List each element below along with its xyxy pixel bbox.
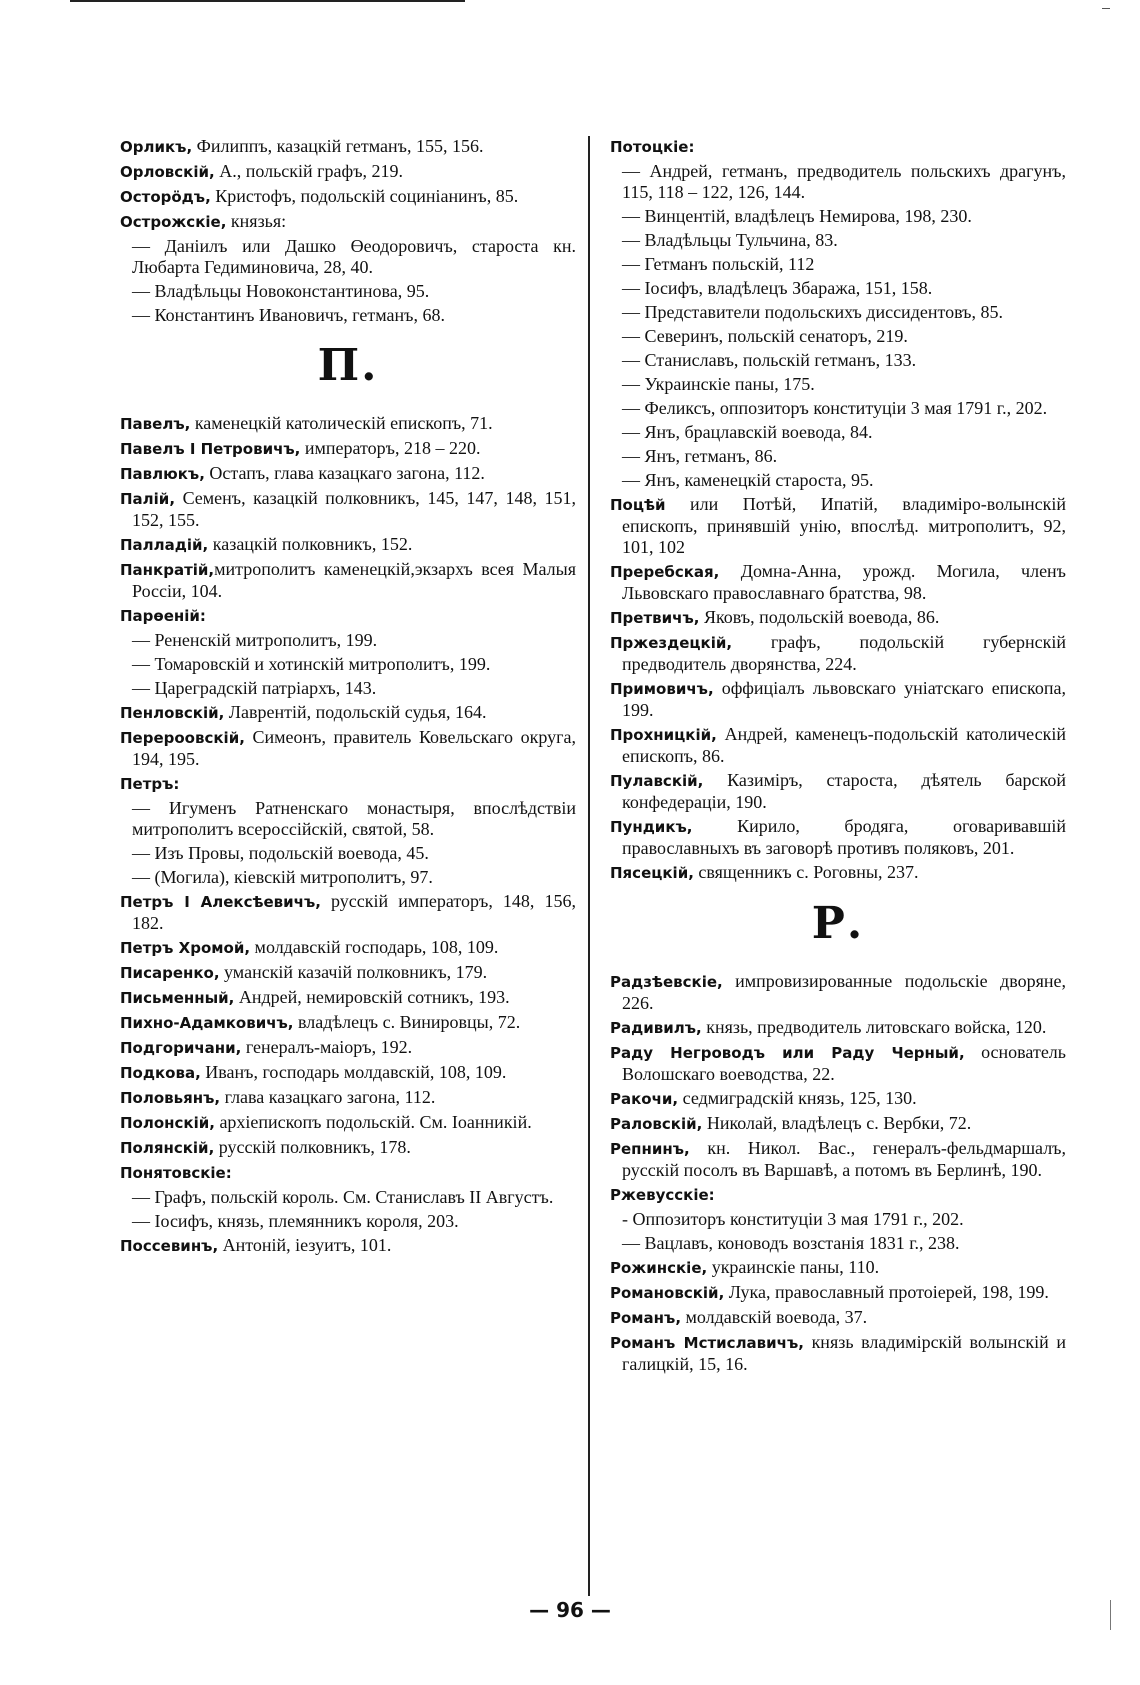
index-entry — [610, 862, 1066, 884]
entry-headword: Понятовскіе: — [120, 1164, 232, 1182]
entry-headword: Прохницкій, — [610, 726, 717, 744]
entry-headword: Поссевинъ, — [120, 1237, 219, 1255]
index-entry — [610, 971, 1066, 1014]
entry-text: Симеонъ, правитель Ковельскаго округа, 194, 195. — [132, 727, 576, 769]
entry-text: Филиппъ, казацкій гетманъ, 155, 156. — [192, 136, 484, 156]
index-subentry: — Вацлавъ, коноводъ возстанія 1831 г., 238. — [622, 1233, 960, 1253]
entry-headword: Полонскій, — [120, 1114, 215, 1132]
index-entry — [120, 211, 576, 233]
index-subentry: — Янъ, брацлавскій воевода, 84. — [622, 422, 873, 442]
entry-headword: Панкратій, — [120, 561, 215, 579]
entry-headword: Павелъ I Петровичъ, — [120, 440, 301, 458]
index-entry — [610, 494, 1066, 558]
index-subentry: — Томаровскій и хотинскій митрополитъ, 199. — [132, 654, 491, 674]
index-subentry: — Константинъ Ивановичъ, гетманъ, 68. — [132, 305, 445, 325]
entry-headword: Пулавскій, — [610, 772, 704, 790]
entry-headword: Пржездецкій, — [610, 634, 733, 652]
entry-headword: Письменный, — [120, 989, 235, 1007]
entry-headword: Рожинскіе, — [610, 1259, 708, 1277]
entry-text: Лаврентій, подольскій судья, 164. — [224, 702, 487, 722]
entry-headword: Романъ, — [610, 1309, 682, 1327]
entry-text: князья: — [226, 211, 287, 231]
entry-headword: Орликъ, — [120, 138, 193, 156]
index-entry — [610, 561, 1066, 604]
index-entry — [610, 816, 1066, 859]
entry-headword: Преребская, — [610, 563, 720, 581]
entry-headword: Писаренко, — [120, 964, 220, 982]
entry-text: Андрей, каменецъ-подольскій католическій епископъ, 86. — [622, 724, 1066, 766]
entry-text: Остапъ, глава казацкаго загона, 112. — [204, 463, 485, 483]
section-letter: Р. — [811, 898, 865, 949]
index-entry — [610, 136, 1066, 158]
entry-headword: Пундикъ, — [610, 818, 693, 836]
index-entry — [610, 607, 1066, 629]
entry-headword: Павелъ, — [120, 415, 191, 433]
section-letter: П. — [317, 340, 379, 391]
entry-text: или Потѣй, Ипатій, владиміро-волынскій епископъ, принявшій унію, впослѣд. митрополитъ, 92, 101, 102 — [622, 494, 1066, 557]
index-entry — [610, 1088, 1066, 1110]
index-entry — [610, 1282, 1066, 1304]
right-column — [610, 136, 1066, 1378]
entry-headword: Осторöдъ, — [120, 188, 211, 206]
index-subentry: — Іосифъ, князь, племянникъ короля, 203. — [132, 1211, 459, 1231]
index-entry — [120, 463, 576, 485]
index-entry — [120, 559, 576, 602]
entry-headword: Репнинъ, — [610, 1140, 690, 1158]
index-entry — [120, 1137, 576, 1159]
entry-text: основатель Волошскаго воеводства, 22. — [622, 1042, 1067, 1084]
index-subentry: — Янъ, гетманъ, 86. — [622, 446, 778, 466]
entry-text: Казиміръ, староста, дѣятель барской конфедераціи, 190. — [622, 770, 1066, 812]
entry-headword: Палій, — [120, 490, 176, 508]
index-entry — [120, 1012, 576, 1034]
entry-text: украинскіе паны, 110. — [707, 1257, 880, 1277]
index-subentry: — Гетманъ польскій, 112 — [622, 254, 815, 274]
entry-text: каменецкій католическій епископъ, 71. — [190, 413, 493, 433]
index-subentry: — Графъ, польскій король. См. Станиславъ II Августъ. — [132, 1187, 554, 1207]
top-rule — [70, 0, 465, 2]
entry-text: императоръ, 218 – 220. — [300, 438, 481, 458]
entry-text: русскій императоръ, 148, 156, 182. — [132, 891, 577, 933]
index-subentry: — Украинскіе паны, 175. — [622, 374, 815, 394]
index-entry — [120, 937, 576, 959]
entry-text: кн. Никол. Вас., генералъ-фельдмаршалъ, русскій посолъ въ Варшавѣ, а потомъ въ Берлинѣ, 190. — [622, 1138, 1066, 1180]
index-entry — [120, 962, 576, 984]
index-entry — [610, 724, 1066, 767]
entry-headword: Пясецкій, — [610, 864, 694, 882]
index-entry — [120, 1087, 576, 1109]
index-entry — [120, 186, 576, 208]
entry-text: Яковъ, подольскій воевода, 86. — [699, 607, 940, 627]
entry-headword: Подгоричани, — [120, 1039, 242, 1057]
entry-text: священникъ с. Роговны, 237. — [693, 862, 919, 882]
entry-text: владѣлецъ с. Винировцы, 72. — [293, 1012, 521, 1032]
index-subentry: — Владѣльцы Новоконстантинова, 95. — [132, 281, 430, 301]
entry-text: архіепископъ подольскій. См. Іоанникій. — [214, 1112, 532, 1132]
entry-headword: Орловскій, — [120, 163, 215, 181]
index-entry — [120, 702, 576, 724]
index-subentry: - Оппозиторъ конституціи 3 мая 1791 г., 202. — [622, 1209, 964, 1229]
entry-text: князь, предводитель литовскаго войска, 120. — [701, 1017, 1047, 1037]
index-entry — [610, 632, 1066, 675]
entry-headword: Палладій, — [120, 536, 209, 554]
left-column — [120, 136, 576, 1260]
entry-text: русскій полковникъ, 178. — [214, 1137, 411, 1157]
entry-text: уманскій казачій полковникъ, 179. — [219, 962, 488, 982]
index-entry — [120, 1235, 576, 1257]
entry-text: Иванъ, господарь молдавскій, 108, 109. — [200, 1062, 507, 1082]
index-entry — [120, 1112, 576, 1134]
entry-text: Андрей, немировскій сотникъ, 193. — [234, 987, 510, 1007]
entry-headword: Раду Негроводъ или Раду Черный, — [610, 1044, 965, 1062]
index-entry — [610, 1017, 1066, 1039]
index-entry — [120, 891, 576, 934]
index-entry — [610, 1042, 1066, 1085]
corner-mark — [1102, 8, 1110, 9]
entry-text: Кристофъ, подольскій социніанинъ, 85. — [210, 186, 519, 206]
index-subentry: — Цареградскій патріархъ, 143. — [132, 678, 377, 698]
entry-text: казацкій полковникъ, 152. — [208, 534, 413, 554]
entry-text: князь владимірскій волынскій и галицкій, 15, 16. — [622, 1332, 1066, 1374]
index-entry — [610, 1138, 1066, 1181]
entry-text: молдавскій господарь, 108, 109. — [250, 937, 499, 957]
index-entry — [610, 770, 1066, 813]
entry-headword: Романъ Мстиславичъ, — [610, 1334, 804, 1352]
index-entry — [610, 1184, 1066, 1206]
entry-headword: Петръ: — [120, 775, 180, 793]
entry-headword: Романовскій, — [610, 1284, 725, 1302]
index-entry — [120, 1062, 576, 1084]
entry-headword: Радивилъ, — [610, 1019, 702, 1037]
index-subentry: — Андрей, гетманъ, предводитель польскихъ драгунъ, 115, 118 – 122, 126, 144. — [622, 161, 1066, 202]
index-subentry: — Данiилъ или Дашко Өеодоровичъ, староста кн. Любарта Гедиминовича, 28, 40. — [132, 236, 576, 277]
index-subentry: — (Могила), кіевскій митрополитъ, 97. — [132, 867, 433, 887]
entry-headword: Примовичъ, — [610, 680, 714, 698]
index-entry — [610, 1257, 1066, 1279]
entry-headword: Ракочи, — [610, 1090, 679, 1108]
index-subentry: — Феликсъ, оппозиторъ конституціи 3 мая 1791 г., 202. — [622, 398, 1048, 418]
index-subentry: — Іосифъ, владѣлецъ Збаража, 151, 158. — [622, 278, 933, 298]
entry-headword: Пихно-Адамковичъ, — [120, 1014, 294, 1032]
entry-headword: Ржевусскіе: — [610, 1186, 715, 1204]
entry-text: А., польскій графъ, 219. — [214, 161, 403, 181]
entry-headword: Раловскій, — [610, 1115, 703, 1133]
entry-headword: Радзѣевскіе, — [610, 973, 723, 991]
entry-text: генералъ-маіоръ, 192. — [241, 1037, 413, 1057]
index-subentry: — Игуменъ Ратненскаго монастыря, впослѣдствіи митрополитъ всероссійскій, святой, 58. — [132, 798, 576, 839]
index-subentry: — Рененскій митрополитъ, 199. — [132, 630, 378, 650]
entry-text: глава казацкаго загона, 112. — [220, 1087, 436, 1107]
index-entry — [610, 1307, 1066, 1329]
index-entry — [120, 488, 576, 531]
index-entry — [120, 534, 576, 556]
index-entry — [120, 605, 576, 627]
index-entry — [120, 773, 576, 795]
index-entry — [120, 1162, 576, 1184]
page-number: — 96 — — [529, 1598, 611, 1622]
entry-headword: Претвичъ, — [610, 609, 700, 627]
entry-text: Домна-Анна, урожд. Могила, членъ Львовскаго православнаго братства, 98. — [622, 561, 1066, 603]
entry-text: молдавскій воевода, 37. — [681, 1307, 868, 1327]
entry-headword: Пенловскій, — [120, 704, 225, 722]
index-entry — [120, 413, 576, 435]
entry-text: Лука, православный протоіерей, 198, 199. — [724, 1282, 1049, 1302]
entry-headword: Павлюкъ, — [120, 465, 205, 483]
entry-headword: Половьянъ, — [120, 1089, 221, 1107]
entry-text: Антоній, іезуитъ, 101. — [218, 1235, 392, 1255]
index-subentry: — Станиславъ, польскій гетманъ, 133. — [622, 350, 917, 370]
index-subentry: — Северинъ, польскій сенаторъ, 219. — [622, 326, 908, 346]
entry-headword: Петръ Хромой, — [120, 939, 251, 957]
index-entry — [120, 438, 576, 460]
entry-headword: Полянскій, — [120, 1139, 215, 1157]
entry-text: Кирило, бродяга, оговаривавшій православныхъ въ заговорѣ противъ поляковъ, 201. — [622, 816, 1066, 858]
entry-headword: Подкова, — [120, 1064, 201, 1082]
entry-text: Семенъ, казацкій полковникъ, 145, 147, 148, 151, 152, 155. — [132, 488, 576, 530]
entry-text: оффиціалъ львовскаго уніатскаго епископа, 199. — [622, 678, 1066, 720]
entry-text: митрополитъ каменецкій,экзархъ всея Малыя Россіи, 104. — [132, 559, 576, 601]
index-entry — [610, 1332, 1066, 1375]
entry-headword: Перероовскій, — [120, 729, 245, 747]
index-subentry: — Изъ Провы, подольскій воевода, 45. — [132, 843, 429, 863]
index-entry — [610, 1113, 1066, 1135]
entry-text: Николай, владѣлецъ с. Вербки, 72. — [702, 1113, 972, 1133]
index-entry — [120, 727, 576, 770]
entry-headword: Парөеній: — [120, 607, 206, 625]
index-entry — [120, 1037, 576, 1059]
entry-headword: Поцѣй — [610, 496, 666, 514]
index-entry — [120, 136, 576, 158]
entry-headword: Петръ I Алексѣевичъ, — [120, 893, 321, 911]
index-entry — [120, 987, 576, 1009]
column-divider — [588, 136, 590, 1596]
entry-text: седмиградскій князь, 125, 130. — [678, 1088, 917, 1108]
index-subentry: — Владѣльцы Тульчина, 83. — [622, 230, 838, 250]
index-entry — [610, 678, 1066, 721]
entry-headword: Потоцкіе: — [610, 138, 695, 156]
index-subentry: — Янъ, каменецкій староста, 95. — [622, 470, 874, 490]
entry-text: импровизированные подольскіе дворяне, 226. — [622, 971, 1066, 1013]
index-subentry: — Винцентій, владѣлецъ Немирова, 198, 230. — [622, 206, 972, 226]
index-subentry: — Представители подольскихъ диссидентовъ, 85. — [622, 302, 1003, 322]
entry-text: графъ, подольскій губернскій предводитель дворянства, 224. — [622, 632, 1066, 674]
entry-headword: Острожскіе, — [120, 213, 227, 231]
index-entry — [120, 161, 576, 183]
